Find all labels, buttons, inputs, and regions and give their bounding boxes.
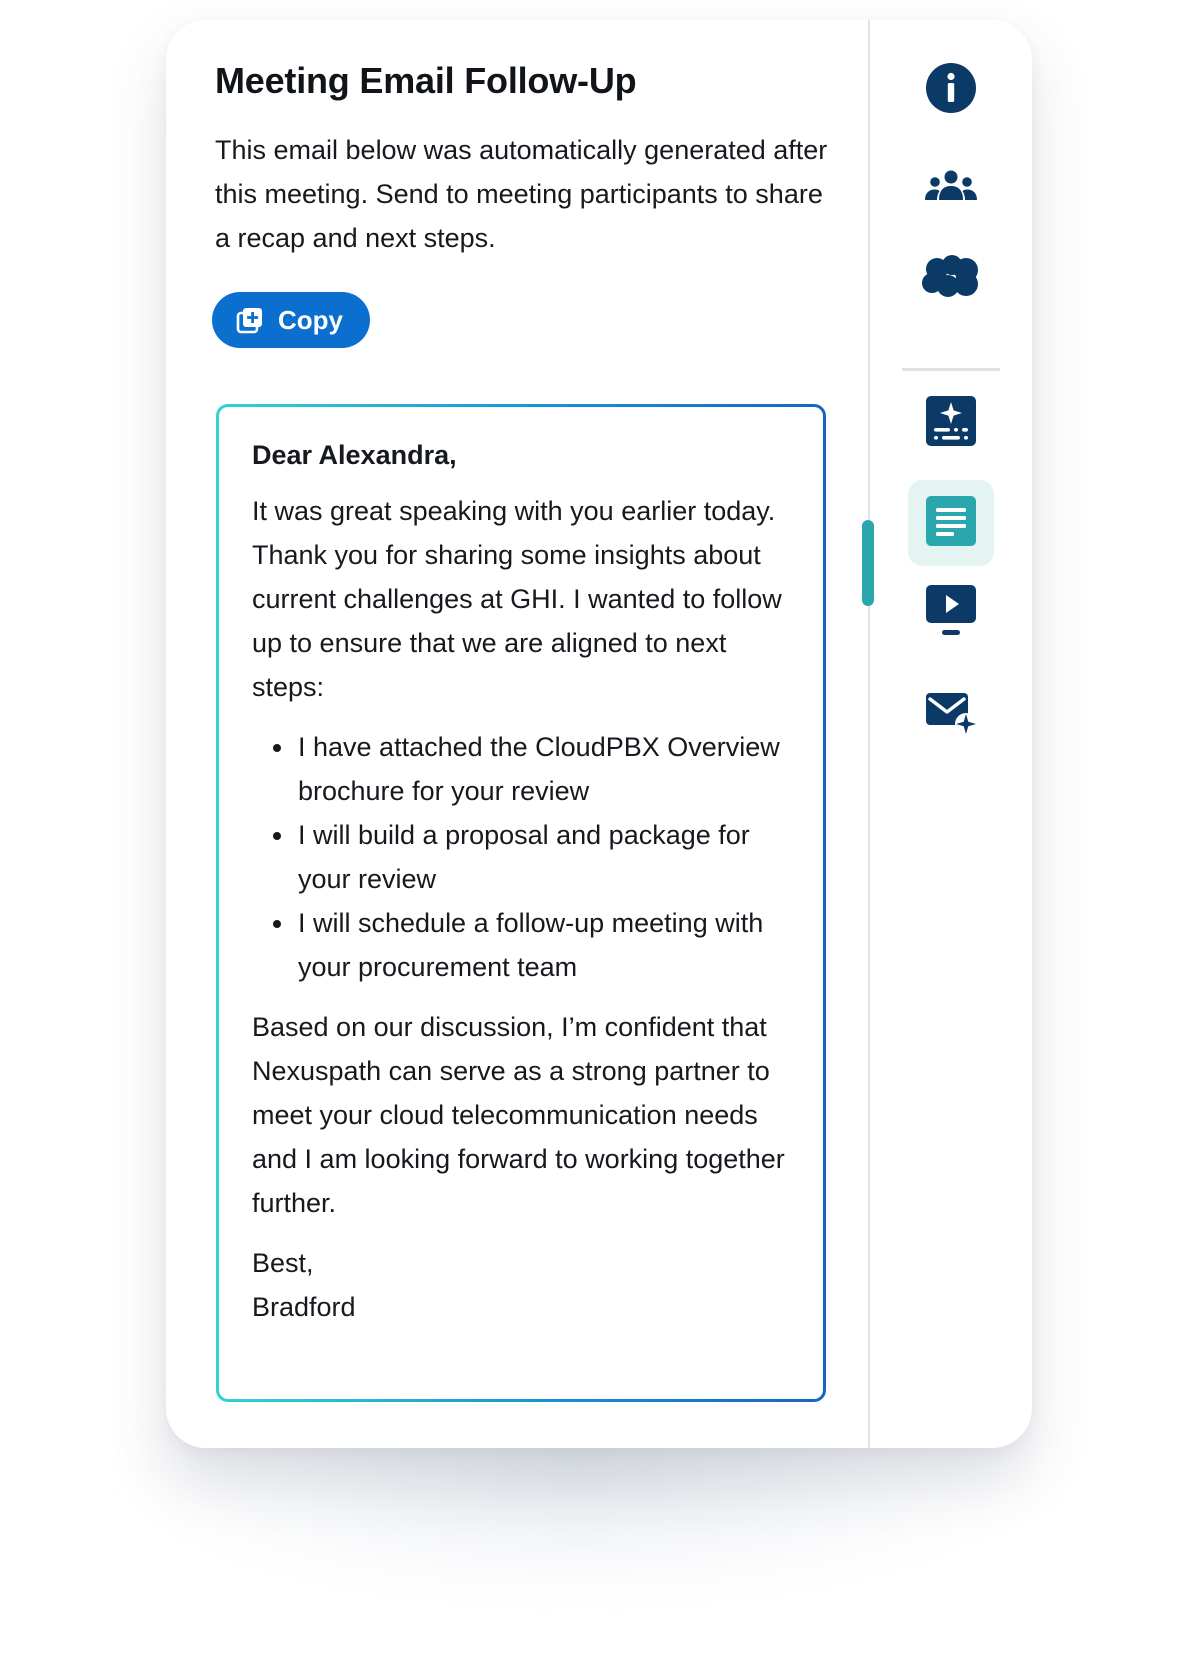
email-closing: Based on our discussion, I’m confident that Nexuspath can serve as a strong partner to meet your cloud telecommunication needs and I am looking forward to working together further. xyxy=(252,1012,785,1218)
list-item: • I have attached the CloudPBX Overview brochure for your review xyxy=(296,725,791,813)
email-next-steps-list xyxy=(252,725,791,989)
email-greeting: Dear Alexandra, xyxy=(252,440,457,470)
rail-item-ai-summary[interactable] xyxy=(908,380,994,466)
email-signoff: Best, xyxy=(252,1248,314,1278)
meeting-followup-card xyxy=(166,20,1032,1448)
email-signature: Bradford xyxy=(252,1292,356,1322)
rail-item-ai-email[interactable] xyxy=(908,672,994,758)
rail-item-notes[interactable] xyxy=(908,480,994,566)
main-panel xyxy=(166,20,868,1448)
rail-item-participants[interactable] xyxy=(908,145,994,231)
rail-item-info[interactable] xyxy=(908,47,994,133)
rail-item-salesforce[interactable] xyxy=(908,236,994,322)
panel-description: This email below was automatically generated after this meeting. Send to meeting participants to share a recap and next steps. xyxy=(215,135,828,253)
info-icon xyxy=(925,62,977,119)
recording-icon xyxy=(926,585,976,642)
salesforce-cloud-icon xyxy=(920,255,982,304)
participants-icon xyxy=(924,168,978,209)
list-item: • I will build a proposal and package for your review xyxy=(296,813,791,901)
side-rail xyxy=(870,20,1032,1448)
page-title: Meeting Email Follow-Up xyxy=(215,60,637,101)
email-intro: It was great speaking with you earlier today. Thank you for sharing some insights about current challenges at GHI. I wanted to follow up to ensure that we are aligned to next steps: xyxy=(252,496,782,702)
notes-icon xyxy=(926,496,976,551)
copy-icon xyxy=(236,306,264,334)
email-body-frame xyxy=(216,404,826,1402)
rail-separator xyxy=(902,368,1000,371)
rail-item-recording[interactable] xyxy=(908,570,994,656)
ai-email-icon xyxy=(924,689,978,742)
list-item: • I will schedule a follow-up meeting with your procurement team xyxy=(296,901,791,989)
copy-button-label: Copy xyxy=(278,304,343,335)
email-body[interactable] xyxy=(219,407,823,1399)
ai-summary-icon xyxy=(926,396,976,451)
copy-button[interactable] xyxy=(212,292,370,348)
